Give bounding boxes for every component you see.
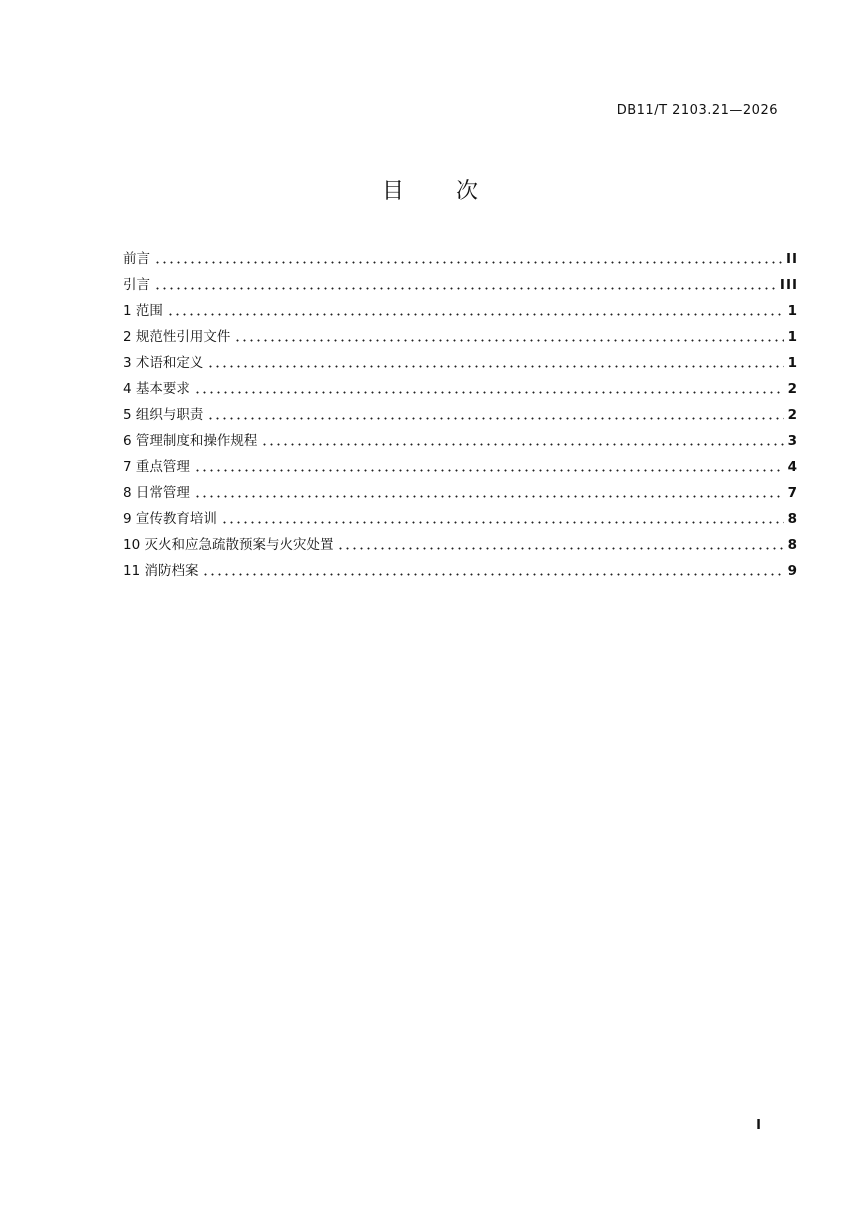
toc-list (123, 246, 798, 584)
toc-entry-page: 1 (787, 303, 798, 319)
toc-entry-scope[interactable] (123, 298, 798, 324)
document-code: DB11/T 2103.21—2026 (616, 103, 778, 118)
toc-entry-foreword[interactable] (123, 246, 798, 272)
toc-entry-number: 2 (123, 329, 132, 345)
toc-leader-dots (261, 443, 783, 446)
toc-entry-page: 1 (787, 329, 798, 345)
toc-entry-label: 宣传教育培训 (135, 511, 217, 527)
toc-entry-page: 8 (787, 511, 798, 527)
toc-entry-label: 基本要求 (135, 381, 190, 397)
toc-entry-page: II (785, 251, 798, 267)
toc-leader-dots (167, 313, 784, 316)
toc-heading (0, 174, 860, 205)
toc-entry-page: 9 (787, 563, 798, 579)
toc-entry-terms-definitions[interactable] (123, 350, 798, 376)
toc-entry-label: 管理制度和操作规程 (135, 433, 258, 449)
toc-entry-fire-archives[interactable] (123, 558, 798, 584)
toc-entry-daily-management[interactable] (123, 480, 798, 506)
toc-entry-label: 消防档案 (144, 563, 199, 579)
toc-entry-number: 3 (123, 355, 132, 371)
toc-entry-label: 灭火和应急疏散预案与火灾处置 (144, 537, 334, 553)
toc-entry-page: 8 (787, 537, 798, 553)
toc-entry-label: 重点管理 (135, 459, 190, 475)
toc-entry-normative-references[interactable] (123, 324, 798, 350)
toc-entry-label: 前言 (123, 251, 150, 267)
toc-entry-organization[interactable] (123, 402, 798, 428)
toc-entry-page: 2 (787, 407, 798, 423)
toc-leader-dots (202, 573, 783, 576)
toc-entry-label: 范围 (135, 303, 163, 319)
toc-heading-char: 目 (381, 179, 404, 204)
toc-entry-number: 7 (123, 459, 132, 475)
toc-entry-label: 术语和定义 (135, 355, 204, 371)
toc-leader-dots (154, 261, 782, 264)
toc-entry-page: 2 (787, 381, 798, 397)
toc-entry-basic-requirements[interactable] (123, 376, 798, 402)
toc-entry-key-management[interactable] (123, 454, 798, 480)
toc-leader-dots (194, 495, 784, 498)
toc-entry-number: 9 (123, 511, 132, 527)
toc-leader-dots (154, 287, 776, 290)
toc-entry-page: 4 (787, 459, 798, 475)
toc-entry-label: 日常管理 (135, 485, 190, 501)
toc-entry-number: 5 (123, 407, 132, 423)
toc-leader-dots (234, 339, 783, 342)
toc-entry-emergency-plan[interactable] (123, 532, 798, 558)
toc-entry-page: III (779, 277, 798, 293)
toc-entry-training[interactable] (123, 506, 798, 532)
toc-entry-page: 3 (787, 433, 798, 449)
toc-entry-introduction[interactable] (123, 272, 798, 298)
toc-entry-label: 规范性引用文件 (135, 329, 231, 345)
toc-entry-number: 6 (123, 433, 132, 449)
toc-entry-management-system[interactable] (123, 428, 798, 454)
toc-leader-dots (207, 365, 783, 368)
toc-entry-label: 引言 (123, 277, 150, 293)
toc-leader-dots (207, 417, 783, 420)
toc-entry-number: 11 (123, 563, 141, 579)
toc-entry-page: 1 (787, 355, 798, 371)
toc-entry-page: 7 (787, 485, 798, 501)
toc-entry-number: 10 (123, 537, 141, 553)
toc-leader-dots (337, 547, 783, 550)
toc-leader-dots (221, 521, 784, 524)
toc-leader-dots (194, 391, 784, 394)
page-number: I (756, 1118, 761, 1133)
toc-leader-dots (194, 469, 784, 472)
toc-heading-char: 次 (456, 179, 479, 204)
toc-entry-number: 8 (123, 485, 132, 501)
toc-entry-label: 组织与职责 (135, 407, 204, 423)
toc-entry-number: 1 (123, 303, 132, 319)
toc-entry-number: 4 (123, 381, 132, 397)
